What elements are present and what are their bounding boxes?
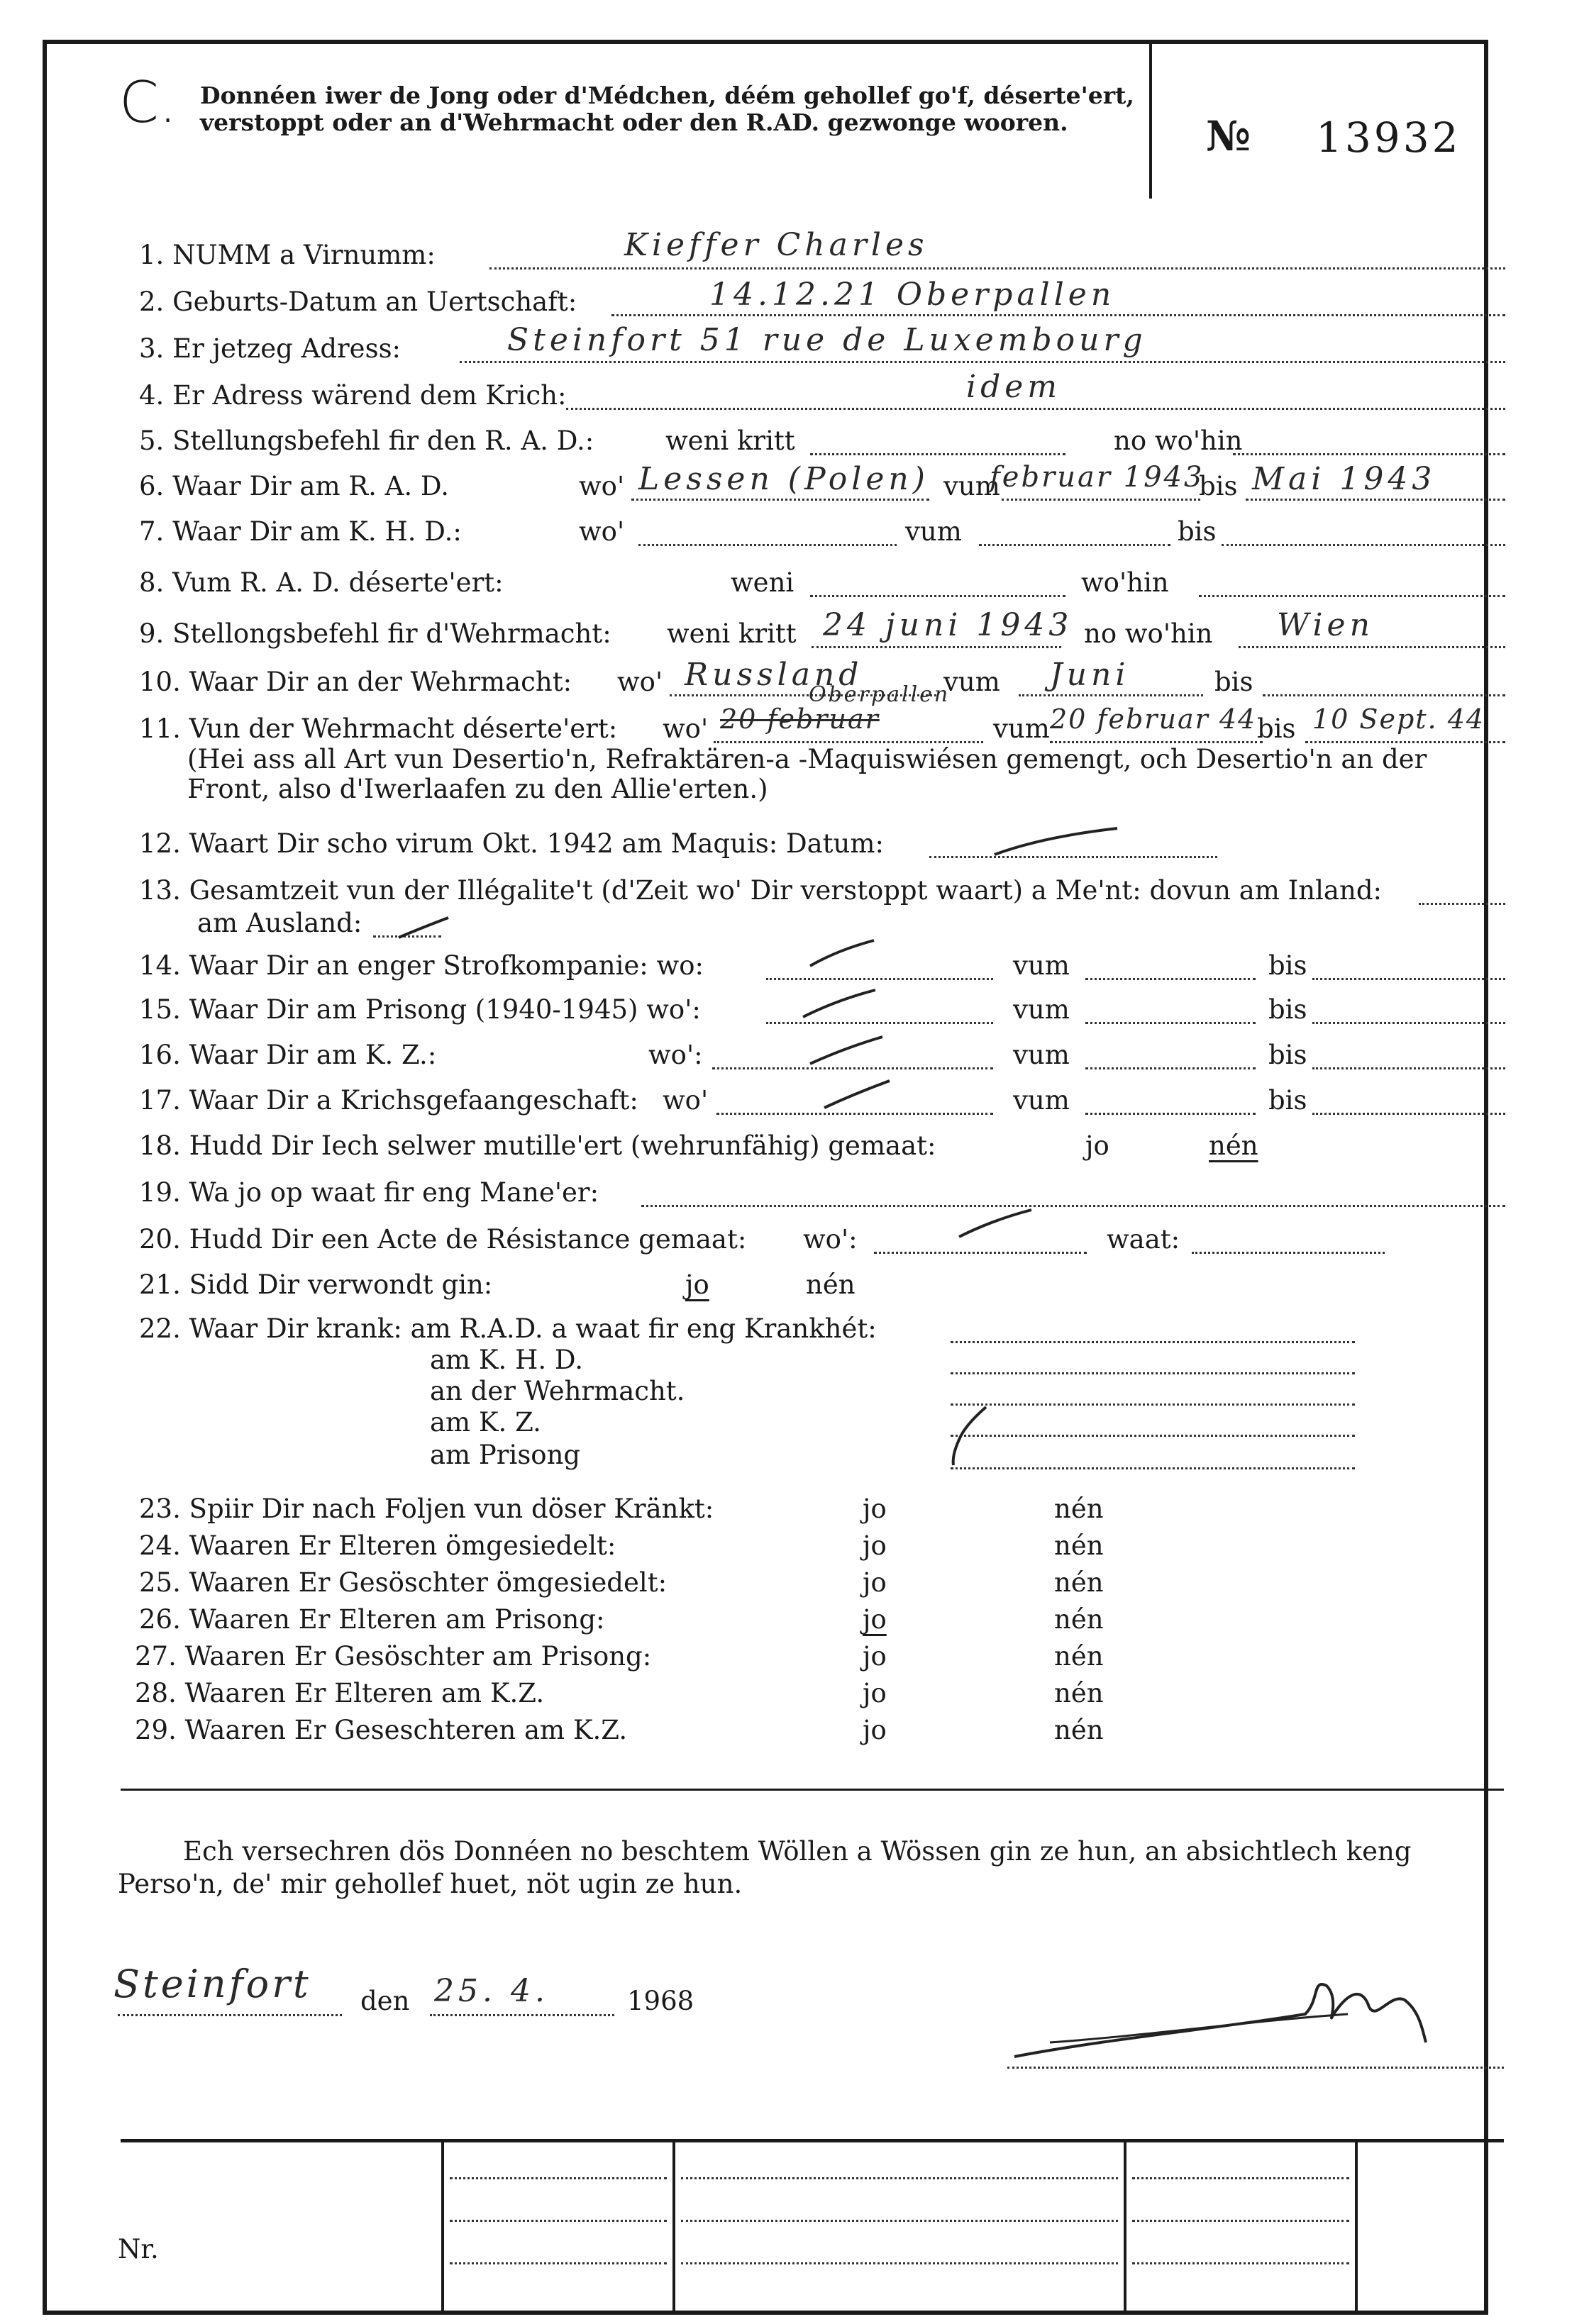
field-label-25: 25. Waaren Er Gesöschter ömgesiedelt: xyxy=(139,1567,668,1598)
wo-17: wo' xyxy=(663,1085,709,1116)
field-line-16b xyxy=(1085,1067,1256,1069)
vum-10: vum xyxy=(943,667,1000,697)
field-line-8b xyxy=(1199,595,1505,597)
handwriting-wehr-order-date: 24 juni 1943 xyxy=(823,607,1073,643)
field-label-27: 27. Waaren Er Gesöschter am Prisong: xyxy=(135,1641,652,1672)
field-label-26: 26. Waaren Er Elteren am Prisong: xyxy=(139,1604,605,1635)
footer-dots-a3 xyxy=(450,2262,667,2264)
field-label-10: 10. Waar Dir an der Wehrmacht: xyxy=(139,667,572,697)
field-line-13a xyxy=(1419,903,1505,905)
handwriting-rad-to: Mai 1943 xyxy=(1252,461,1436,497)
field-line-22b xyxy=(951,1372,1355,1374)
weni-8: weni xyxy=(731,567,794,598)
header-divider xyxy=(1149,44,1152,199)
jo-26: jo xyxy=(863,1604,887,1635)
field-line-6a xyxy=(631,499,929,501)
declaration-text: Ech versechren dös Donnéen no beschtem Wöllen a Wössen gin ze hun, an absichtlech keng Perso'n, de' mir gehollef huet, nöt ugin ze hun. xyxy=(118,1836,1412,1899)
bis-15: bis xyxy=(1268,994,1307,1025)
field-line-17c xyxy=(1312,1113,1505,1115)
field-label-22d: am K. Z. xyxy=(430,1407,541,1438)
signature xyxy=(1007,1972,1433,2078)
field-line-1 xyxy=(489,267,1505,269)
divider-declaration xyxy=(121,1789,1504,1791)
nen-28: nén xyxy=(1054,1678,1104,1708)
field-label-18: 18. Hudd Dir Iech selwer mutille'ert (wehrunfähig) gemaat: xyxy=(139,1130,936,1161)
year-label: 1968 xyxy=(627,1986,694,2016)
field-line-10c xyxy=(1263,694,1505,696)
field-line-22a xyxy=(951,1341,1355,1343)
no-wohin-9: no wo'hin xyxy=(1084,618,1213,649)
weni-kritt-9: weni kritt xyxy=(667,618,797,649)
handwriting-wehr-from: Juni xyxy=(1050,657,1130,693)
handwriting-rad-place: Lessen (Polen) xyxy=(638,461,929,497)
footer-dots-c1 xyxy=(1132,2177,1349,2179)
wohin-8: wo'hin xyxy=(1081,567,1169,598)
no-wohin-5: no wo'hin xyxy=(1114,426,1243,456)
footer-dots-a1 xyxy=(450,2177,667,2179)
field-label-17: 17. Waar Dir a Krichsgefaangeschaft: xyxy=(139,1085,638,1116)
field-line-8a xyxy=(810,595,1065,597)
field-label-2: 2. Geburts-Datum an Uertschaft: xyxy=(139,287,577,317)
field-line-20b xyxy=(1192,1252,1385,1254)
handwriting-wehr-place: Russland xyxy=(685,657,863,693)
vum-14: vum xyxy=(1013,950,1070,981)
dash-mark-15 xyxy=(802,986,880,1021)
nen-24: nén xyxy=(1054,1530,1104,1561)
field-label-19: 19. Wa jo op waat fir eng Mane'er: xyxy=(139,1177,599,1208)
footer-dots-b3 xyxy=(681,2262,1118,2264)
dash-mark-17 xyxy=(823,1077,894,1112)
wo-10: wo' xyxy=(617,667,663,697)
dash-mark-22 xyxy=(943,1404,1000,1468)
footer-dots-c2 xyxy=(1132,2220,1349,2222)
footer-col-3 xyxy=(1124,2139,1126,2311)
field-line-17a xyxy=(716,1113,993,1115)
wo-7: wo' xyxy=(579,516,625,547)
field-line-15a xyxy=(766,1022,993,1024)
jo-25: jo xyxy=(863,1567,887,1598)
nen-29: nén xyxy=(1054,1715,1104,1745)
bis-16: bis xyxy=(1268,1040,1307,1070)
field-line-7b xyxy=(979,544,1170,546)
field-line-16c xyxy=(1312,1067,1505,1069)
field-label-24: 24. Waaren Er Elteren ömgesiedelt: xyxy=(139,1530,616,1561)
field-line-4 xyxy=(566,408,1505,410)
bis-17: bis xyxy=(1268,1085,1307,1116)
dash-mark-13 xyxy=(397,915,454,943)
field-label-13b: am Ausland: xyxy=(197,908,362,938)
field-line-6c xyxy=(1246,499,1505,501)
handwriting-address-war: idem xyxy=(966,369,1061,405)
field-label-5: 5. Stellungsbefehl fir den R. A. D.: xyxy=(139,426,594,456)
wo-11: wo' xyxy=(663,713,709,744)
den-label: den xyxy=(360,1986,410,2016)
field-label-3: 3. Er jetzeg Adress: xyxy=(139,333,402,364)
field-label-15: 15. Waar Dir am Prisong (1940-1945) wo': xyxy=(139,994,701,1025)
jo-23: jo xyxy=(863,1494,887,1524)
jo-18: jo xyxy=(1085,1130,1109,1161)
field-line-11b xyxy=(1050,741,1263,743)
field-label-29: 29. Waaren Er Geseschteren am K.Z. xyxy=(135,1715,628,1745)
field-label-7: 7. Waar Dir am K. H. D.: xyxy=(139,516,462,547)
field-line-22e xyxy=(951,1467,1355,1469)
field-label-22b: am K. H. D. xyxy=(430,1345,583,1375)
field-line-15b xyxy=(1085,1022,1256,1024)
dash-mark-12 xyxy=(993,823,1121,865)
nr-label: Nr. xyxy=(118,2234,159,2264)
bis-14: bis xyxy=(1268,950,1307,981)
field-label-22: 22. Waar Dir krank: am R.A.D. a waat fir eng Krankhét: xyxy=(139,1313,877,1344)
field-label-23: 23. Spiir Dir nach Foljen vun döser Kränkt: xyxy=(139,1494,714,1524)
nen-26: nén xyxy=(1054,1604,1104,1635)
field-label-4: 4. Er Adress wärend dem Krich: xyxy=(139,380,567,411)
field-label-20: 20. Hudd Dir een Acte de Résistance gemaat: xyxy=(139,1224,747,1255)
vum-6: vum xyxy=(943,471,1000,501)
handwriting-name: Kieffer Charles xyxy=(624,227,929,263)
vum-7: vum xyxy=(905,516,962,547)
field-line-5a xyxy=(810,453,1065,455)
footer-table-top xyxy=(121,2139,1504,2142)
jo-21: jo xyxy=(685,1269,709,1300)
footer-dots-b2 xyxy=(681,2220,1118,2222)
vum-15: vum xyxy=(1013,994,1070,1025)
handwriting-wehr-order-place: Wien xyxy=(1277,607,1374,643)
field-label-28: 28. Waaren Er Elteren am K.Z. xyxy=(135,1678,545,1708)
vum-11: vum xyxy=(993,713,1050,744)
nen-23: nén xyxy=(1054,1494,1104,1524)
field-line-5b xyxy=(1233,453,1505,455)
field-label-14: 14. Waar Dir an enger Strofkompanie: wo: xyxy=(139,950,704,981)
bis-11: bis xyxy=(1257,713,1296,744)
field-label-16: 16. Waar Dir am K. Z.: xyxy=(139,1040,437,1070)
handwriting-rad-from: februar 1943 xyxy=(990,461,1205,494)
wo-6: wo' xyxy=(579,471,625,501)
field-note-11: (Hei ass all Art vun Desertio'n, Refraktären-a -Maquiswiésen gemengt, och Desertio'n an der Front, also d'Iwerlaafen zu den Allie'erten.) xyxy=(187,744,1427,804)
field-line-7c xyxy=(1222,544,1505,546)
field-line-14a xyxy=(766,978,993,980)
section-letter: C. xyxy=(119,70,177,135)
field-line-2 xyxy=(611,314,1505,316)
dash-mark-20 xyxy=(958,1206,1036,1241)
jo-27: jo xyxy=(863,1641,887,1672)
nen-25: nén xyxy=(1054,1567,1104,1598)
form-title: Donnéen iwer de Jong oder d'Médchen, déém gehollef go'f, déserte'ert, verstoppt oder an d'Wehrmacht oder den R.AD. gezwonge wooren. xyxy=(200,82,1134,136)
jo-29: jo xyxy=(863,1715,887,1745)
vum-16: vum xyxy=(1013,1040,1070,1070)
wo-16: wo': xyxy=(648,1040,703,1070)
footer-col-2 xyxy=(672,2139,675,2311)
field-line-11c xyxy=(1305,741,1505,743)
handwriting-desert-added: Oberpallen xyxy=(809,682,951,707)
field-line-9b xyxy=(1239,646,1505,648)
bis-7: bis xyxy=(1178,516,1217,547)
field-line-9a xyxy=(812,646,1061,648)
handwriting-desert-from: 20 februar 44 xyxy=(1050,704,1257,735)
field-line-17b xyxy=(1085,1113,1256,1115)
footer-dots-b1 xyxy=(681,2177,1118,2179)
form-number: 13932 xyxy=(1316,113,1461,162)
bis-10: bis xyxy=(1214,667,1253,697)
number-symbol: № xyxy=(1206,112,1251,160)
field-line-22c xyxy=(951,1403,1355,1406)
field-line-14b xyxy=(1085,978,1256,980)
handwriting-desert-struck: 20 februar xyxy=(720,704,880,735)
footer-dots-a2 xyxy=(450,2220,667,2222)
sign-date-line xyxy=(430,2014,614,2016)
field-line-10b xyxy=(1019,694,1203,696)
field-line-14c xyxy=(1312,978,1505,980)
jo-28: jo xyxy=(863,1678,887,1708)
field-line-11a xyxy=(714,741,983,743)
wo-20: wo': xyxy=(803,1224,858,1255)
handwriting-sign-place: Steinfort xyxy=(114,1962,311,2006)
handwriting-address-now: Steinfort 51 rue de Luxembourg xyxy=(507,322,1147,358)
field-line-3 xyxy=(460,361,1505,363)
field-label-6: 6. Waar Dir am R. A. D. xyxy=(139,471,450,501)
field-label-22e: am Prisong xyxy=(430,1440,581,1470)
field-line-6b xyxy=(1002,499,1200,501)
sign-place-line xyxy=(118,2014,342,2016)
bis-6: bis xyxy=(1199,471,1238,501)
field-line-19 xyxy=(641,1205,1505,1207)
field-line-7a xyxy=(638,544,897,546)
nen-18: nén xyxy=(1209,1130,1258,1161)
field-label-11: 11. Vun der Wehrmacht déserte'ert: xyxy=(139,713,618,744)
field-label-21: 21. Sidd Dir verwondt gin: xyxy=(139,1269,493,1300)
jo-24: jo xyxy=(863,1530,887,1561)
field-line-15c xyxy=(1312,1022,1505,1024)
footer-dots-c3 xyxy=(1132,2262,1349,2264)
field-line-20a xyxy=(874,1252,1087,1254)
field-label-1: 1. NUMM a Virnumm: xyxy=(139,240,436,270)
field-label-8: 8. Vum R. A. D. déserte'ert: xyxy=(139,567,504,598)
handwriting-birth: 14.12.21 Oberpallen xyxy=(709,277,1116,313)
field-line-22d xyxy=(951,1435,1355,1437)
nen-27: nén xyxy=(1054,1641,1104,1672)
footer-col-1 xyxy=(441,2139,444,2311)
dash-mark-16 xyxy=(809,1033,887,1068)
field-label-9: 9. Stellongsbefehl fir d'Wehrmacht: xyxy=(139,618,611,649)
vum-17: vum xyxy=(1013,1085,1070,1116)
field-label-12: 12. Waart Dir scho virum Okt. 1942 am Maquis: Datum: xyxy=(139,828,884,859)
nen-21: nén xyxy=(806,1269,856,1300)
footer-col-4 xyxy=(1355,2139,1358,2311)
waat-20: waat: xyxy=(1107,1224,1180,1255)
dash-mark-14 xyxy=(809,936,880,972)
field-label-22c: an der Wehrmacht. xyxy=(430,1376,685,1406)
field-label-13: 13. Gesamtzeit vun der Illégalite't (d'Zeit wo' Dir verstoppt waart) a Me'nt: dovun am Inland: xyxy=(139,875,1382,906)
handwriting-sign-date: 25. 4. xyxy=(434,1973,549,2009)
weni-kritt-5: weni kritt xyxy=(665,426,795,456)
handwriting-desert-to: 10 Sept. 44 xyxy=(1312,704,1485,735)
